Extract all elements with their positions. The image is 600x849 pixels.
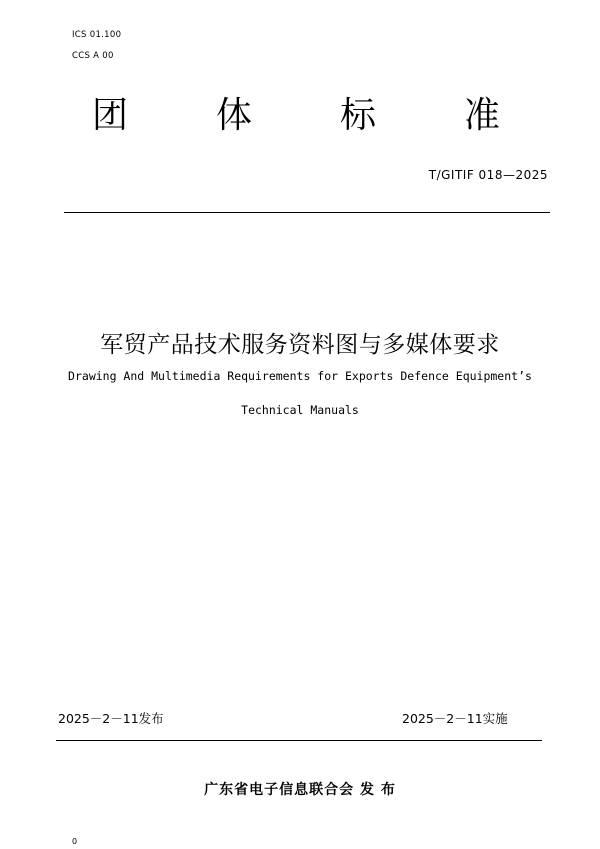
top-divider (64, 212, 550, 213)
heading-char: 团 (92, 95, 129, 136)
heading-char: 体 (216, 95, 253, 136)
ics-code: ICS 01.100 (72, 30, 122, 40)
publisher: 广东省电子信息联合会 发 布 (204, 782, 396, 798)
title-english-line-1: Drawing And Multimedia Requirements for Exports Defence Equipment’s (68, 369, 532, 383)
page-number: 0 (72, 837, 78, 846)
standard-number: T/GITIF 018—2025 (428, 168, 548, 182)
heading-char: 准 (464, 95, 501, 136)
standard-type-heading (0, 92, 600, 140)
heading-char: 标 (340, 95, 377, 136)
ccs-code: CCS A 00 (72, 51, 114, 61)
issue-date: 2025－2－11发布 (58, 711, 164, 726)
title-english-line-2: Technical Manuals (241, 403, 359, 417)
implementation-date: 2025－2－11实施 (402, 711, 508, 726)
title-chinese: 军贸产品技术服务资料图与多媒体要求 (100, 332, 500, 358)
bottom-divider (56, 740, 542, 741)
